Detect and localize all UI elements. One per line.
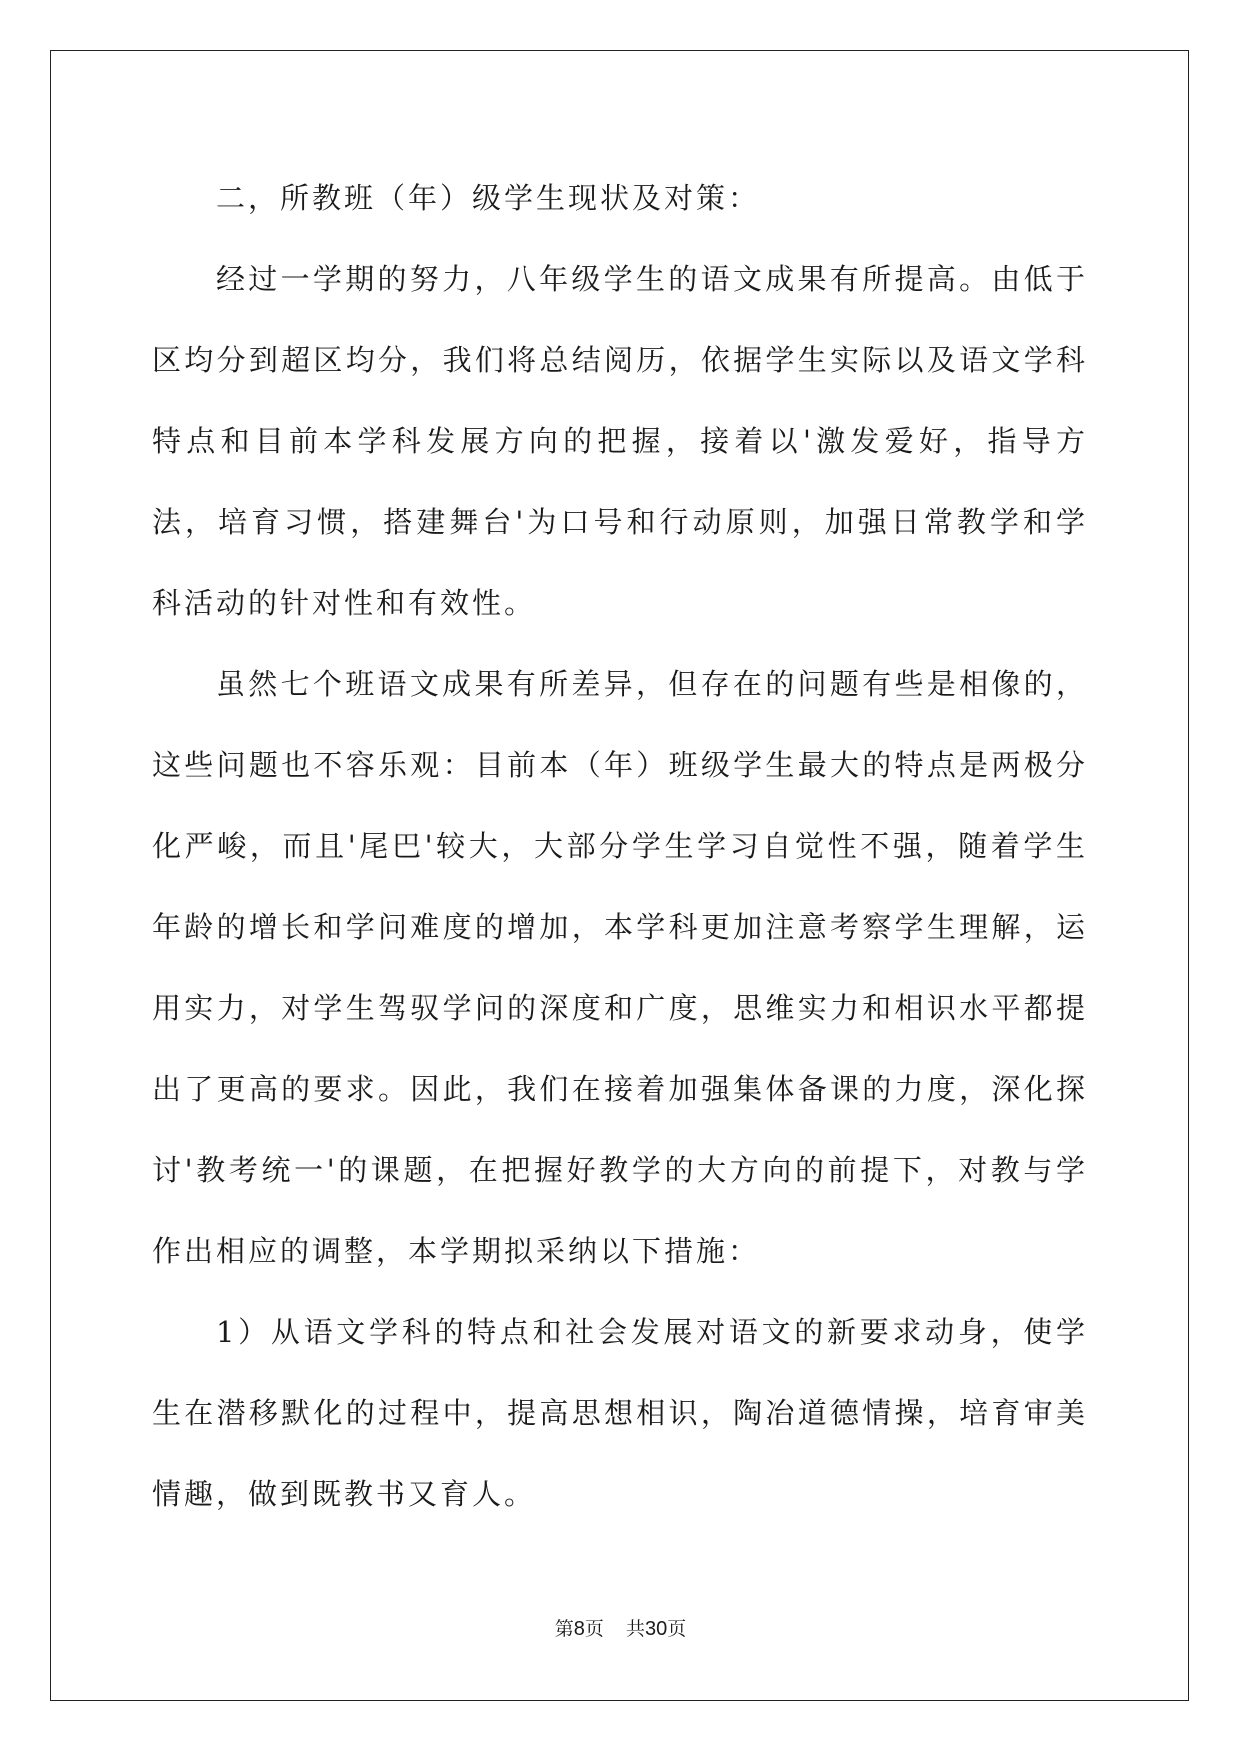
page-number: 8 [573, 1618, 585, 1640]
paragraph-heading: 二，所教班（年）级学生现状及对策： [216, 181, 761, 215]
page-prefix: 第 [554, 1618, 574, 1640]
page-suffix: 页 [584, 1618, 604, 1640]
paragraph: 经过一学期的努力，八年级学生的语文成果有所提高。由低于区均分到超区均分，我们将总结阅历，依据学生实际以及语文学科特点和目前本学科发展方向的把握，接着以'激发爱好，指导方法，培育习惯，搭建舞台'为口号和行动原则，加强日常教学和学科活动的针对性和有效性。 [152, 262, 1088, 620]
paragraph: 1）从语文学科的特点和社会发展对语文的新要求动身，使学生在潜移默化的过程中，提高思想相识，陶冶道德情操，培育审美情趣，做到既教书又育人。 [152, 1315, 1088, 1511]
total-prefix: 共 [625, 1618, 645, 1640]
document-body [152, 158, 1088, 1535]
total-pages: 30 [644, 1618, 668, 1640]
paragraph: 虽然七个班语文成果有所差异，但存在的问题有些是相像的，这些问题也不容乐观：目前本（年）班级学生最大的特点是两极分化严峻，而且'尾巴'较大，大部分学生学习自觉性不强，随着学生年龄的增长和学问难度的增加，本学科更加注意考察学生理解，运用实力，对学生驾驭学问的深度和广度，思维实力和相识水平都提出了更高的要求。因此，我们在接着加强集体备课的力度，深化探讨'教考统一'的课题，在把握好教学的大方向的前提下，对教与学作出相应的调整，本学期拟采纳以下措施： [152, 667, 1088, 1268]
page-footer [0, 1614, 1241, 1641]
total-suffix: 页 [667, 1618, 687, 1640]
